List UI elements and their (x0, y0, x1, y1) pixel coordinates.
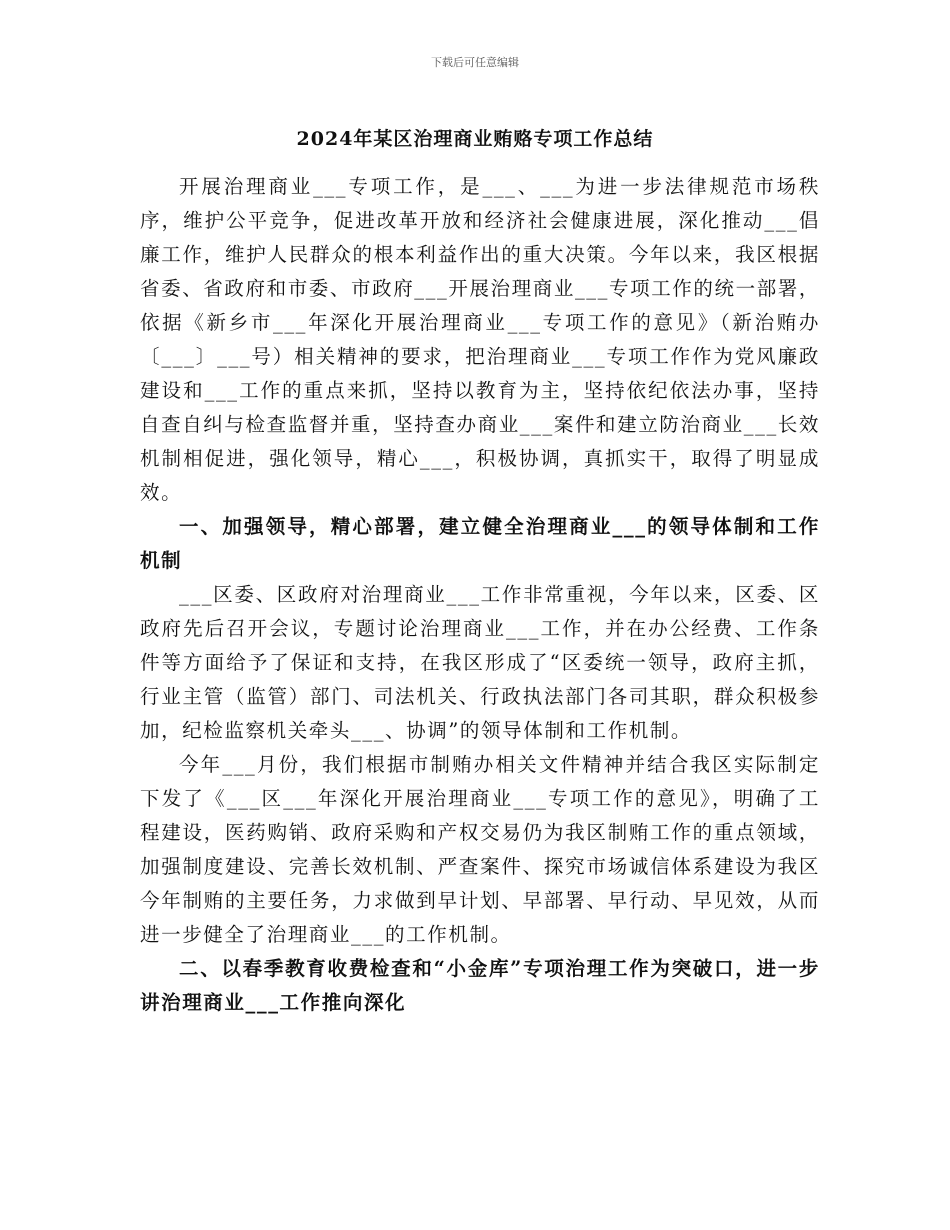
section-heading-1: 一、加强领导，精心部署，建立健全治理商业___的领导体制和工作机制 (140, 515, 820, 572)
intro-paragraph: 开展治理商业___专项工作，是___、___为进一步法律规范市场秩序，维护公平竞争，促进改革开放和经济社会健康进展，深化推动___倡廉工作，维护人民群众的根本利益作出的重大决策。今年以来，我区根据省委、省政府和市委、市政府___开展治理商业___专项工作的统一部署，依据《新乡市___年深化开展治理商业___专项工作的意见》（新治贿办〔___〕___号）相关精神的要求，把治理商业___专项工作作为党风廉政建设和___工作的重点来抓，坚持以教育为主，坚持依纪依法办事，坚持自查自纠与检查监督并重，坚持查办商业___案件和建立防治商业___长效机制相促进，强化领导，精心___，积极协调，真抓实干，取得了明显成效。 (140, 175, 821, 504)
document-title: 2024年某区治理商业贿赂专项工作总结 (296, 128, 654, 150)
document-body (140, 170, 820, 1020)
header-note: 下载后可任意编辑 (431, 56, 519, 69)
section-1-paragraph-1: ___区委、区政府对治理商业___工作非常重视，今年以来，区委、区政府先后召开会议，专题讨论治理商业___工作，并在办公经费、工作条件等方面给予了保证和支持，在我区形成了“区委统一领导，政府主抓，行业主管（监管）部门、司法机关、行政执法部门各司其职，群众积极参加，纪检监察机关牵头___、协调”的领导体制和工作机制。 (140, 583, 820, 742)
section-heading-2: 二、以春季教育收费检查和“小金库”专项治理工作为突破口，进一步讲治理商业___工作推向深化 (140, 957, 820, 1014)
section-1-paragraph-2: 今年___月份，我们根据市制贿办相关文件精神并结合我区实际制定下发了《___区___年深化开展治理商业___专项工作的意见》，明确了工程建设，医药购销、政府采购和产权交易仍为我区制贿工作的重点领域，加强制度建设、完善长效机制、严查案件、探究市场诚信体系建设为我区今年制贿的主要任务，力求做到早计划、早部署、早行动、早见效，从而进一步健全了治理商业___的工作机制。 (140, 753, 820, 946)
